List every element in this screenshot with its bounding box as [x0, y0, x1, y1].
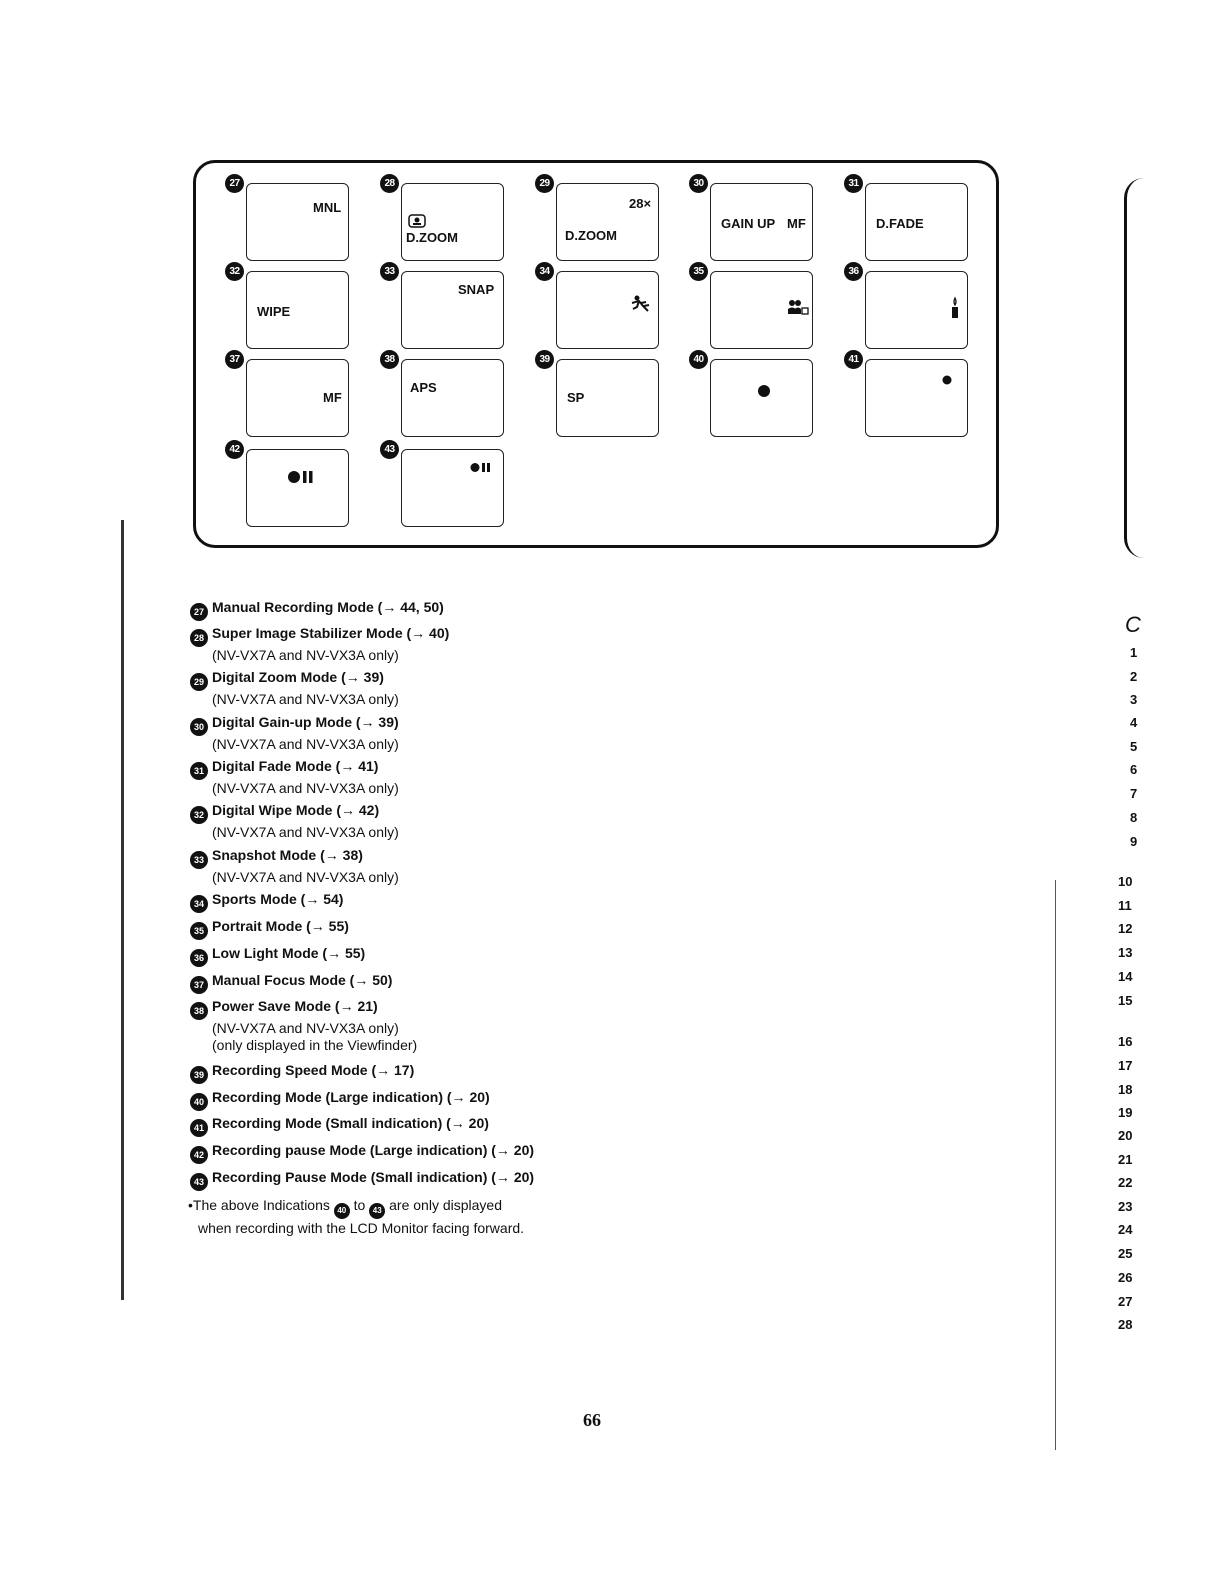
caption-number-badge: 32 [190, 806, 208, 824]
screen-label: GAIN UP [721, 216, 776, 231]
side-index-number: 5 [1130, 739, 1138, 754]
panel-number-badge: 30 [689, 174, 708, 193]
record-small-icon [942, 372, 952, 390]
note-line2: when recording with the LCD Monitor facing forward. [198, 1220, 525, 1236]
caption-number-badge: 31 [190, 762, 208, 780]
pause-small-icon [470, 460, 492, 478]
screen-label: SP [567, 390, 585, 405]
screen-panel-32 [246, 271, 349, 349]
caption-note: (NV-VX7A and NV-VX3A only) [212, 736, 399, 752]
screen-panel-30 [710, 183, 813, 261]
side-index-number: 25 [1118, 1246, 1133, 1261]
caption-number-badge: 40 [190, 1093, 208, 1111]
caption-number-badge: 43 [190, 1173, 208, 1191]
side-index-number: 28 [1118, 1317, 1133, 1332]
caption-note: (NV-VX7A and NV-VX3A only) [212, 869, 399, 885]
panel-number-badge: 42 [225, 440, 244, 459]
caption-title: Sports Mode (→ 54) [212, 891, 344, 907]
caption-title: Recording pause Mode (Large indication) (→ 20) [212, 1142, 535, 1158]
side-index-number: 3 [1130, 692, 1138, 707]
panel-number-badge: 35 [689, 262, 708, 281]
caption-title: Recording Mode (Small indication) (→ 20) [212, 1115, 489, 1131]
side-index-number: 2 [1130, 669, 1138, 684]
caption-item [190, 714, 399, 753]
side-index-number: 21 [1118, 1152, 1133, 1167]
screen-panel-41 [865, 359, 968, 437]
panel-number-badge: 34 [535, 262, 554, 281]
page-number: 66 [583, 1410, 601, 1430]
right-bracket [1124, 178, 1151, 558]
side-index-number: 4 [1130, 715, 1138, 730]
sports-icon [629, 294, 653, 319]
note-num-start: 40 [334, 1203, 350, 1219]
screen-panel-29 [556, 183, 659, 261]
panel-number-badge: 37 [225, 350, 244, 369]
panel-number-badge: 43 [380, 440, 399, 459]
side-index-number: 9 [1130, 834, 1138, 849]
screen-panel-33 [401, 271, 504, 349]
side-index-number: 20 [1118, 1128, 1133, 1143]
caption-title: Snapshot Mode (→ 38) [212, 847, 363, 863]
caption-title: Low Light Mode (→ 55) [212, 945, 366, 961]
side-index-number: 18 [1118, 1082, 1133, 1097]
side-index-number: 11 [1118, 898, 1132, 913]
left-rule [121, 520, 124, 1300]
caption-title: Recording Mode (Large indication) (→ 20) [212, 1089, 490, 1105]
side-index-number: 7 [1130, 786, 1138, 801]
caption-item [190, 1089, 490, 1111]
caption-item [190, 625, 449, 664]
caption-item [190, 891, 343, 913]
caption-title: Digital Zoom Mode (→ 39) [212, 669, 384, 685]
caption-number-badge: 35 [190, 922, 208, 940]
side-index-number: 12 [1118, 921, 1133, 936]
caption-note: (NV-VX7A and NV-VX3A only) [212, 780, 399, 796]
side-index-number: 22 [1118, 1175, 1133, 1190]
screen-label: 28× [629, 196, 652, 211]
caption-number-badge: 39 [190, 1066, 208, 1084]
screen-label: SNAP [458, 282, 495, 297]
caption-item [190, 945, 365, 967]
screen-label: MF [787, 216, 806, 231]
caption-item [190, 758, 399, 797]
caption-item [190, 1169, 534, 1191]
side-index-number: 15 [1118, 993, 1133, 1008]
note-post: are only displayed [389, 1197, 502, 1213]
screen-panel-40 [710, 359, 813, 437]
screen-panel-35 [710, 271, 813, 349]
side-index-number: 16 [1118, 1034, 1133, 1049]
caption-number-badge: 41 [190, 1119, 208, 1137]
portrait-icon [787, 298, 809, 321]
stabilizer-icon [408, 214, 426, 233]
screen-label: APS [410, 380, 437, 395]
side-index-number: 17 [1118, 1058, 1133, 1073]
side-index-number: 24 [1118, 1222, 1133, 1237]
caption-number-badge: 36 [190, 949, 208, 967]
caption-note: (NV-VX7A and NV-VX3A only) [212, 691, 399, 707]
panel-number-badge: 27 [225, 174, 244, 193]
side-index-number: 8 [1130, 810, 1138, 825]
note-num-end: 43 [369, 1203, 385, 1219]
side-letter: C [1125, 612, 1141, 637]
low-light-icon [950, 296, 960, 325]
screen-label: MNL [313, 200, 342, 215]
caption-item [190, 669, 399, 708]
caption-title: Recording Pause Mode (Small indication) (→ 20) [212, 1169, 535, 1185]
panel-number-badge: 36 [844, 262, 863, 281]
side-index-number: 10 [1118, 874, 1133, 889]
pause-large-icon [287, 470, 315, 489]
side-index-number: 13 [1118, 945, 1133, 960]
caption-title: Digital Wipe Mode (→ 42) [212, 802, 380, 818]
note [188, 1196, 524, 1238]
screen-panel-34 [556, 271, 659, 349]
panel-number-badge: 39 [535, 350, 554, 369]
note-mid: to [353, 1197, 366, 1213]
screen-label: D.FADE [876, 216, 924, 231]
screen-panel-42 [246, 449, 349, 527]
caption-item [190, 998, 417, 1054]
panel-number-badge: 40 [689, 350, 708, 369]
caption-number-badge: 28 [190, 629, 208, 647]
caption-item [190, 802, 399, 841]
caption-item [190, 847, 399, 886]
caption-title: Super Image Stabilizer Mode (→ 40) [212, 625, 450, 641]
panel-number-badge: 32 [225, 262, 244, 281]
caption-title: Digital Gain-up Mode (→ 39) [212, 714, 399, 730]
panel-number-badge: 38 [380, 350, 399, 369]
side-index-number: 1 [1130, 645, 1138, 660]
screen-label: WIPE [257, 304, 291, 319]
side-index-number: 19 [1118, 1105, 1133, 1120]
screen-label: D.ZOOM [406, 230, 458, 245]
panel-number-badge: 41 [844, 350, 863, 369]
caption-note: (NV-VX7A and NV-VX3A only) [212, 824, 399, 840]
caption-number-badge: 34 [190, 895, 208, 913]
panel-number-badge: 29 [535, 174, 554, 193]
caption-number-badge: 37 [190, 976, 208, 994]
caption-title: Digital Fade Mode (→ 41) [212, 758, 379, 774]
screen-panel-38 [401, 359, 504, 437]
screen-panel-36 [865, 271, 968, 349]
panel-number-badge: 28 [380, 174, 399, 193]
screen-panel-39 [556, 359, 659, 437]
caption-number-badge: 33 [190, 851, 208, 869]
screen-panel-37 [246, 359, 349, 437]
caption-item [190, 599, 444, 621]
caption-item [190, 1062, 414, 1084]
caption-title: Power Save Mode (→ 21) [212, 998, 378, 1014]
side-index-number: 26 [1118, 1270, 1133, 1285]
screen-panel-43 [401, 449, 504, 527]
caption-note: (NV-VX7A and NV-VX3A only) [212, 1020, 399, 1036]
caption-title: Manual Focus Mode (→ 50) [212, 972, 393, 988]
side-index-number: 6 [1130, 762, 1138, 777]
panel-number-badge: 33 [380, 262, 399, 281]
caption-number-badge: 29 [190, 673, 208, 691]
screen-panel-27 [246, 183, 349, 261]
record-large-icon [757, 384, 771, 403]
side-index-number: 27 [1118, 1294, 1133, 1309]
caption-note: (only displayed in the Viewfinder) [212, 1037, 418, 1053]
caption-item [190, 918, 349, 940]
caption-item [190, 972, 392, 994]
caption-note: (NV-VX7A and NV-VX3A only) [212, 647, 399, 663]
caption-item [190, 1115, 489, 1137]
screen-panel-28 [401, 183, 504, 261]
note-pre: •The above Indications [188, 1197, 330, 1213]
caption-number-badge: 42 [190, 1146, 208, 1164]
right-rule [1055, 880, 1056, 1450]
screen-label: MF [323, 390, 342, 405]
caption-title: Recording Speed Mode (→ 17) [212, 1062, 415, 1078]
screen-panel-31 [865, 183, 968, 261]
screen-label: D.ZOOM [565, 228, 617, 243]
side-index-number: 23 [1118, 1199, 1133, 1214]
caption-title: Portrait Mode (→ 55) [212, 918, 349, 934]
caption-number-badge: 38 [190, 1002, 208, 1020]
caption-number-badge: 30 [190, 718, 208, 736]
caption-item [190, 1142, 534, 1164]
caption-number-badge: 27 [190, 603, 208, 621]
panel-number-badge: 31 [844, 174, 863, 193]
caption-title: Manual Recording Mode (→ 44, 50) [212, 599, 444, 615]
side-index-number: 14 [1118, 969, 1133, 984]
